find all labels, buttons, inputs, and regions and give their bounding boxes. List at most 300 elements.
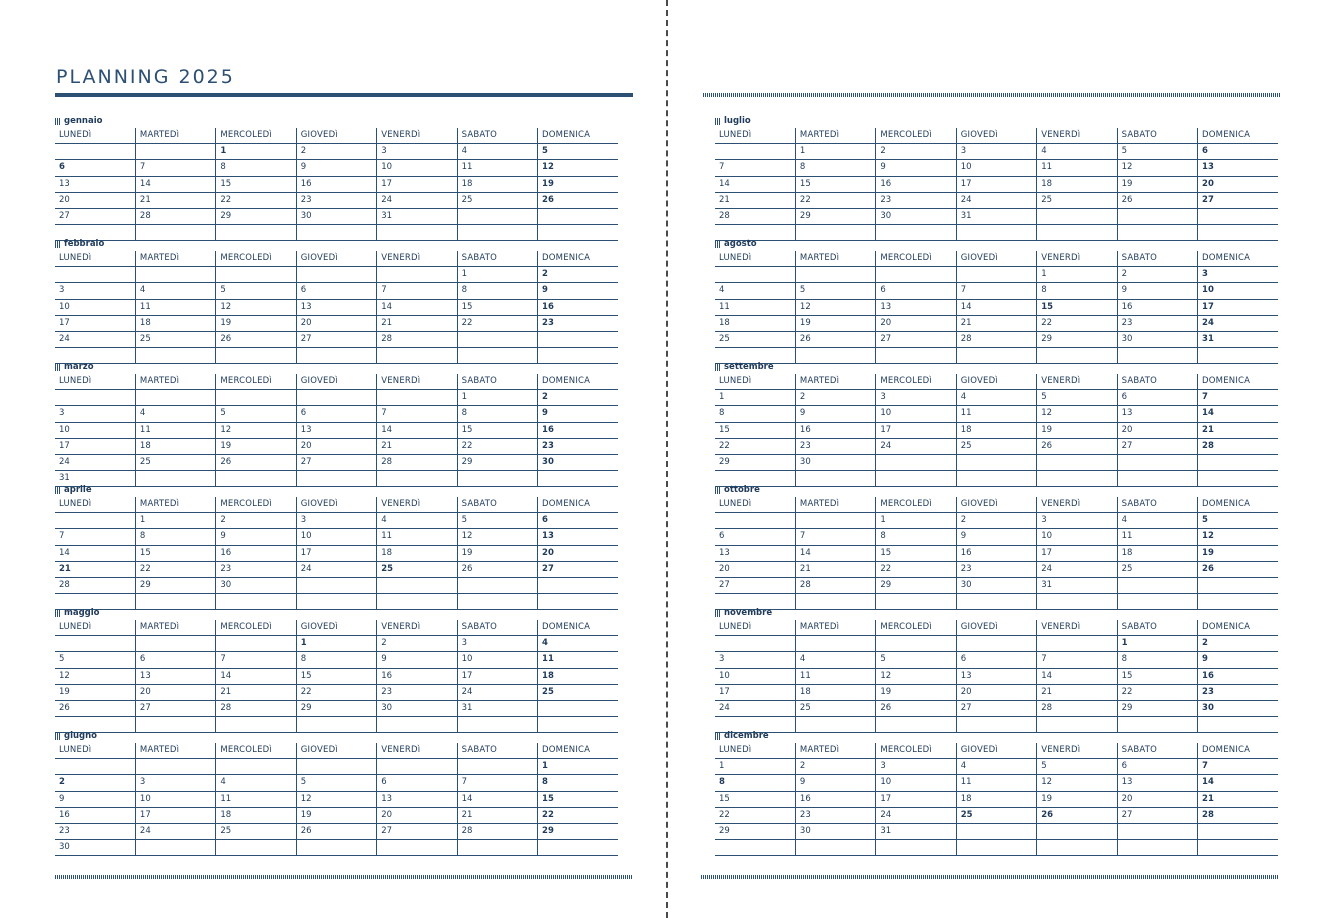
day-cell: 19: [1037, 791, 1117, 807]
day-cell: [135, 840, 215, 856]
day-cell: 11: [1117, 529, 1197, 545]
day-cell: 1: [715, 390, 795, 406]
weekday-header: GIOVEDì: [296, 251, 376, 267]
day-cell: [135, 636, 215, 652]
day-cell: 18: [956, 422, 1036, 438]
weekday-header: GIOVEDì: [296, 620, 376, 636]
weekday-header: DOMENICA: [1198, 497, 1278, 513]
day-cell: 1: [795, 144, 875, 160]
day-cell: 13: [1198, 160, 1278, 176]
day-cell: 8: [457, 283, 537, 299]
week-row: [715, 315, 1278, 331]
day-cell: [538, 840, 618, 856]
month-name: giugno: [64, 731, 98, 741]
day-cell: 11: [135, 422, 215, 438]
weekday-header-row: [715, 251, 1278, 267]
day-cell: [1198, 577, 1278, 593]
week-row: [55, 807, 618, 823]
day-cell: [715, 267, 795, 283]
week-row: [715, 700, 1278, 716]
day-cell: 26: [1037, 807, 1117, 823]
weekday-header: DOMENICA: [1198, 251, 1278, 267]
month-marker-icon: [715, 241, 721, 248]
day-cell: 30: [377, 700, 457, 716]
month-marker-icon: [55, 241, 61, 248]
day-cell: 4: [795, 652, 875, 668]
day-cell: 13: [1117, 775, 1197, 791]
day-cell: 16: [216, 545, 296, 561]
day-cell: [1037, 208, 1117, 224]
weekday-header: VENERDì: [377, 743, 457, 759]
weekday-header: DOMENICA: [538, 251, 618, 267]
day-cell: 3: [1037, 513, 1117, 529]
month-heading: [55, 484, 618, 497]
day-cell: 28: [457, 823, 537, 839]
weekday-header: SABATO: [457, 128, 537, 144]
day-cell: 5: [457, 513, 537, 529]
day-cell: 23: [956, 561, 1036, 577]
day-cell: 7: [1198, 390, 1278, 406]
day-cell: 9: [538, 283, 618, 299]
day-cell: 14: [715, 176, 795, 192]
day-cell: 11: [795, 668, 875, 684]
day-cell: 1: [538, 759, 618, 775]
day-cell: 16: [956, 545, 1036, 561]
day-cell: 7: [715, 160, 795, 176]
day-cell: 3: [377, 144, 457, 160]
day-cell: [1037, 636, 1117, 652]
week-row: [715, 823, 1278, 839]
month-heading: [55, 730, 618, 743]
month-marker-icon: [715, 487, 721, 494]
weekday-header: MERCOLEDì: [876, 620, 956, 636]
weekday-header: DOMENICA: [538, 743, 618, 759]
day-cell: 26: [296, 823, 376, 839]
day-cell: [1117, 454, 1197, 470]
day-cell: 7: [1037, 652, 1117, 668]
day-cell: [457, 577, 537, 593]
week-row: [55, 160, 618, 176]
day-cell: 1: [457, 267, 537, 283]
day-cell: 9: [55, 791, 135, 807]
day-cell: 14: [216, 668, 296, 684]
day-cell: [876, 267, 956, 283]
month-marker-icon: [55, 733, 61, 740]
day-cell: 1: [135, 513, 215, 529]
day-cell: [1198, 454, 1278, 470]
week-row: [55, 390, 618, 406]
day-cell: 3: [1198, 267, 1278, 283]
weekday-header: GIOVEDì: [296, 743, 376, 759]
week-row: [715, 652, 1278, 668]
weekday-header: SABATO: [457, 743, 537, 759]
weekday-header: SABATO: [457, 620, 537, 636]
weekday-header: MERCOLEDì: [876, 743, 956, 759]
day-cell: 15: [538, 791, 618, 807]
month-marker-icon: [55, 364, 61, 371]
month-name: luglio: [724, 116, 751, 126]
week-row: [715, 775, 1278, 791]
day-cell: 4: [457, 144, 537, 160]
day-cell: 10: [1037, 529, 1117, 545]
week-row: [715, 759, 1278, 775]
weekday-header-row: [55, 374, 618, 390]
day-cell: 29: [135, 577, 215, 593]
day-cell: 18: [1037, 176, 1117, 192]
month-name: aprile: [64, 485, 92, 495]
weekday-header: MERCOLEDì: [876, 497, 956, 513]
day-cell: [956, 823, 1036, 839]
day-cell: 29: [876, 577, 956, 593]
day-cell: 11: [538, 652, 618, 668]
day-cell: [956, 454, 1036, 470]
page-title: PLANNING 2025: [56, 66, 235, 88]
day-cell: 14: [457, 791, 537, 807]
day-cell: 1: [876, 513, 956, 529]
day-cell: 16: [538, 422, 618, 438]
day-cell: 10: [876, 406, 956, 422]
weekday-header: MARTEDì: [135, 128, 215, 144]
week-row: [55, 700, 618, 716]
month-calendar-table: [55, 497, 618, 610]
day-cell: 3: [876, 759, 956, 775]
day-cell: 16: [1198, 668, 1278, 684]
day-cell: 22: [876, 561, 956, 577]
day-cell: 31: [55, 471, 135, 487]
day-cell: 7: [216, 652, 296, 668]
weekday-header-row: [715, 620, 1278, 636]
day-cell: 10: [876, 775, 956, 791]
day-cell: 26: [795, 331, 875, 347]
day-cell: [1037, 454, 1117, 470]
day-cell: 6: [55, 160, 135, 176]
weekday-header: GIOVEDì: [296, 128, 376, 144]
day-cell: 3: [715, 652, 795, 668]
day-cell: 26: [216, 454, 296, 470]
day-cell: 18: [457, 176, 537, 192]
day-cell: 15: [457, 299, 537, 315]
day-cell: 23: [296, 192, 376, 208]
week-row: [715, 636, 1278, 652]
day-cell: 8: [296, 652, 376, 668]
day-cell: 18: [216, 807, 296, 823]
day-cell: 29: [715, 454, 795, 470]
weekday-header: SABATO: [1117, 743, 1197, 759]
day-cell: 15: [216, 176, 296, 192]
day-cell: 26: [457, 561, 537, 577]
day-cell: 3: [55, 406, 135, 422]
weekday-header: GIOVEDì: [956, 620, 1036, 636]
day-cell: 6: [1117, 390, 1197, 406]
month-block-ottobre: [715, 484, 1278, 607]
day-cell: 20: [296, 438, 376, 454]
day-cell: 2: [216, 513, 296, 529]
week-row: [55, 267, 618, 283]
week-row: [55, 636, 618, 652]
day-cell: 19: [55, 684, 135, 700]
month-heading: [715, 484, 1278, 497]
day-cell: 17: [377, 176, 457, 192]
day-cell: [1117, 208, 1197, 224]
weekday-header: LUNEDì: [715, 128, 795, 144]
day-cell: 5: [795, 283, 875, 299]
day-cell: [538, 700, 618, 716]
day-cell: [377, 267, 457, 283]
day-cell: 23: [538, 438, 618, 454]
day-cell: [296, 840, 376, 856]
weekday-header: VENERDì: [1037, 374, 1117, 390]
day-cell: [296, 390, 376, 406]
day-cell: 30: [296, 208, 376, 224]
day-cell: [795, 513, 875, 529]
weekday-header: GIOVEDì: [956, 743, 1036, 759]
day-cell: 4: [216, 775, 296, 791]
day-cell: 25: [795, 700, 875, 716]
weekday-header: MERCOLEDì: [216, 128, 296, 144]
month-block-settembre: [715, 361, 1278, 484]
day-cell: 25: [956, 807, 1036, 823]
day-cell: 3: [956, 144, 1036, 160]
day-cell: 8: [457, 406, 537, 422]
day-cell: 21: [216, 684, 296, 700]
day-cell: 29: [457, 454, 537, 470]
weekday-header: DOMENICA: [538, 497, 618, 513]
day-cell: [715, 636, 795, 652]
day-cell: 15: [457, 422, 537, 438]
day-cell: 15: [1117, 668, 1197, 684]
week-row: [55, 840, 618, 856]
day-cell: 21: [1198, 791, 1278, 807]
day-cell: [956, 840, 1036, 856]
month-name: febbraio: [64, 239, 105, 249]
week-row: [55, 513, 618, 529]
day-cell: [876, 840, 956, 856]
weekday-header: VENERDì: [377, 251, 457, 267]
day-cell: 27: [296, 454, 376, 470]
day-cell: 5: [876, 652, 956, 668]
day-cell: [457, 840, 537, 856]
weekday-header: LUNEDì: [715, 251, 795, 267]
day-cell: 25: [715, 331, 795, 347]
day-cell: 22: [457, 438, 537, 454]
month-calendar-table: [715, 743, 1278, 856]
day-cell: 7: [135, 160, 215, 176]
day-cell: 5: [1037, 390, 1117, 406]
day-cell: 21: [1198, 422, 1278, 438]
day-cell: 25: [956, 438, 1036, 454]
month-name: novembre: [724, 608, 773, 618]
weekday-header: LUNEDì: [55, 743, 135, 759]
week-row: [55, 823, 618, 839]
day-cell: 7: [795, 529, 875, 545]
weekday-header: SABATO: [457, 251, 537, 267]
day-cell: 26: [538, 192, 618, 208]
day-cell: 27: [715, 577, 795, 593]
day-cell: 27: [876, 331, 956, 347]
day-cell: 2: [55, 775, 135, 791]
day-cell: 14: [55, 545, 135, 561]
week-row: [715, 267, 1278, 283]
day-cell: 3: [876, 390, 956, 406]
day-cell: [538, 208, 618, 224]
day-cell: 22: [135, 561, 215, 577]
day-cell: 25: [1037, 192, 1117, 208]
day-cell: 27: [1198, 192, 1278, 208]
day-cell: 21: [135, 192, 215, 208]
weekday-header: GIOVEDì: [296, 497, 376, 513]
month-calendar-table: [55, 374, 618, 487]
day-cell: 5: [538, 144, 618, 160]
week-row: [715, 577, 1278, 593]
weekday-header: GIOVEDì: [956, 251, 1036, 267]
day-cell: 1: [1117, 636, 1197, 652]
day-cell: 2: [956, 513, 1036, 529]
day-cell: 19: [538, 176, 618, 192]
month-block-dicembre: [715, 730, 1278, 853]
day-cell: [55, 144, 135, 160]
day-cell: 9: [296, 160, 376, 176]
day-cell: 22: [715, 438, 795, 454]
day-cell: [55, 759, 135, 775]
day-cell: 19: [1037, 422, 1117, 438]
day-cell: 7: [1198, 759, 1278, 775]
day-cell: [296, 267, 376, 283]
day-cell: 17: [876, 422, 956, 438]
month-marker-icon: [715, 733, 721, 740]
day-cell: 17: [876, 791, 956, 807]
day-cell: 19: [216, 315, 296, 331]
day-cell: [216, 759, 296, 775]
day-cell: 12: [296, 791, 376, 807]
day-cell: 4: [538, 636, 618, 652]
week-row: [55, 561, 618, 577]
day-cell: 5: [1037, 759, 1117, 775]
day-cell: 13: [135, 668, 215, 684]
weekday-header: VENERDì: [377, 620, 457, 636]
month-name: ottobre: [724, 485, 760, 495]
week-row: [715, 406, 1278, 422]
day-cell: 20: [377, 807, 457, 823]
day-cell: 17: [1198, 299, 1278, 315]
day-cell: 6: [296, 283, 376, 299]
day-cell: 10: [296, 529, 376, 545]
day-cell: 28: [1198, 807, 1278, 823]
day-cell: 3: [457, 636, 537, 652]
day-cell: 12: [1037, 775, 1117, 791]
day-cell: 30: [538, 454, 618, 470]
day-cell: [55, 513, 135, 529]
day-cell: 23: [876, 192, 956, 208]
weekday-header: MERCOLEDì: [216, 743, 296, 759]
day-cell: 2: [296, 144, 376, 160]
day-cell: 21: [795, 561, 875, 577]
month-heading: [715, 730, 1278, 743]
week-row: [55, 208, 618, 224]
day-cell: [1198, 840, 1278, 856]
weekday-header: LUNEDì: [55, 620, 135, 636]
day-cell: 6: [1117, 759, 1197, 775]
day-cell: 4: [715, 283, 795, 299]
weekday-header: SABATO: [1117, 620, 1197, 636]
month-name: settembre: [724, 362, 774, 372]
day-cell: 19: [1198, 545, 1278, 561]
day-cell: 12: [1037, 406, 1117, 422]
month-marker-icon: [55, 610, 61, 617]
day-cell: 20: [1198, 176, 1278, 192]
month-calendar-table: [715, 128, 1278, 241]
month-name: marzo: [64, 362, 94, 372]
day-cell: 14: [377, 299, 457, 315]
day-cell: 25: [457, 192, 537, 208]
month-marker-icon: [715, 364, 721, 371]
weekday-header: DOMENICA: [1198, 620, 1278, 636]
month-calendar-table: [715, 251, 1278, 364]
day-cell: 17: [1037, 545, 1117, 561]
day-cell: 7: [377, 283, 457, 299]
weekday-header: MARTEDì: [135, 497, 215, 513]
day-cell: 13: [296, 299, 376, 315]
day-cell: 20: [538, 545, 618, 561]
day-cell: 24: [1198, 315, 1278, 331]
day-cell: 9: [1198, 652, 1278, 668]
day-cell: 5: [55, 652, 135, 668]
day-cell: 27: [1117, 438, 1197, 454]
right-page: [715, 115, 1278, 853]
day-cell: 22: [1117, 684, 1197, 700]
day-cell: 9: [795, 775, 875, 791]
day-cell: 23: [377, 684, 457, 700]
top-rule-right: [703, 93, 1280, 97]
day-cell: 24: [55, 331, 135, 347]
day-cell: 30: [876, 208, 956, 224]
month-marker-icon: [55, 487, 61, 494]
day-cell: 15: [795, 176, 875, 192]
day-cell: 29: [1117, 700, 1197, 716]
week-row: [715, 299, 1278, 315]
day-cell: 7: [956, 283, 1036, 299]
weekday-header-row: [55, 251, 618, 267]
day-cell: 6: [135, 652, 215, 668]
day-cell: 24: [55, 454, 135, 470]
day-cell: 12: [216, 299, 296, 315]
month-name: dicembre: [724, 731, 769, 741]
day-cell: 29: [538, 823, 618, 839]
day-cell: 20: [135, 684, 215, 700]
day-cell: 26: [1037, 438, 1117, 454]
day-cell: 13: [538, 529, 618, 545]
day-cell: 5: [1117, 144, 1197, 160]
day-cell: 24: [1037, 561, 1117, 577]
weekday-header-row: [715, 497, 1278, 513]
day-cell: 20: [296, 315, 376, 331]
day-cell: 30: [1198, 700, 1278, 716]
day-cell: 20: [55, 192, 135, 208]
weekday-header: DOMENICA: [538, 128, 618, 144]
day-cell: 17: [55, 315, 135, 331]
day-cell: [1198, 208, 1278, 224]
day-cell: 23: [795, 438, 875, 454]
bottom-rule-right: [701, 875, 1279, 879]
month-marker-icon: [715, 610, 721, 617]
weekday-header-row: [715, 128, 1278, 144]
day-cell: [135, 390, 215, 406]
day-cell: [795, 840, 875, 856]
day-cell: 7: [377, 406, 457, 422]
day-cell: 9: [956, 529, 1036, 545]
weekday-header-row: [55, 497, 618, 513]
day-cell: 8: [538, 775, 618, 791]
day-cell: 15: [1037, 299, 1117, 315]
